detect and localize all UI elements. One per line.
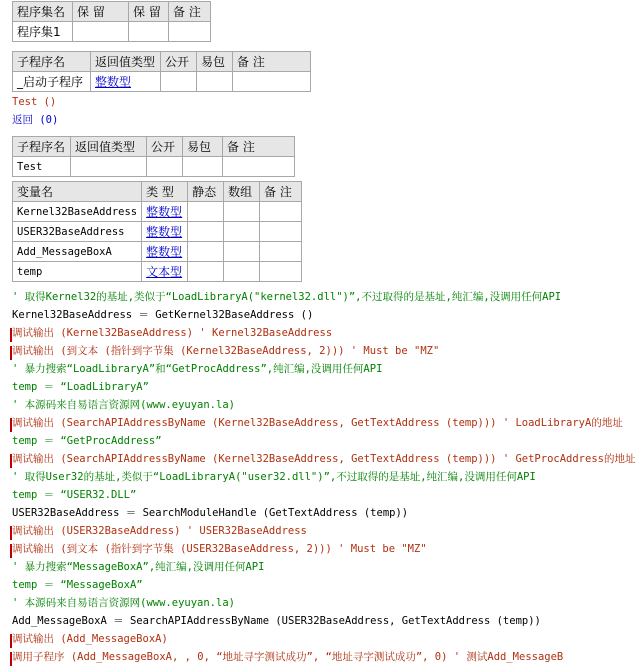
var-header-static: 静态 [188,182,224,202]
assembly-note-cell[interactable] [169,22,211,42]
var-type-cell[interactable] [142,242,188,262]
sub-header-return-type: 返回值类型 [91,52,161,72]
code-line[interactable]: 调试输出 (到文本 (指针到字节集 (Kernel32BaseAddress, 2))) ' Must be "MZ" [12,345,440,357]
comment-line[interactable]: ' 取得User32的基址,类似于“LoadLibraryA("user32.dll")”,不过取得的是基址,纯汇编,没调用任何API [12,471,536,483]
sub-header-public: 公开 [147,137,183,157]
code-line[interactable]: Kernel32BaseAddress ＝ GetKernel32BaseAddress () [12,309,314,321]
comment-line[interactable]: ' 暴力搜索“MessageBoxA”,纯汇编,没调用任何API [12,561,265,573]
assembly-table [12,1,211,42]
sub-epkg-cell[interactable] [183,157,223,177]
type-link[interactable]: 文本型 [146,265,183,279]
assembly-reserved1-cell[interactable] [73,22,129,42]
sub-header-name: 子程序名 [13,52,91,72]
code-line[interactable]: 调试输出 (Add_MessageBoxA) [12,633,168,645]
var-static-cell[interactable] [188,262,224,282]
sub-return-type-cell[interactable] [91,72,161,92]
code-line[interactable]: 调试输出 (USER32BaseAddress) ' USER32BaseAddress [12,525,307,537]
code-line[interactable]: 调用子程序 (Add_MessageBoxA, , 0, “地址寻字测试成功”, “地址寻字测试成功”, 0) ' 测试Add_MessageB [12,651,564,663]
var-header-name: 变量名 [13,182,142,202]
var-name-cell[interactable]: Add_MessageBoxA [13,242,142,262]
code-line[interactable]: 调试输出 (Kernel32BaseAddress) ' Kernel32BaseAddress [12,327,333,339]
code-line[interactable]: temp ＝ “LoadLibraryA” [12,381,149,393]
var-static-cell[interactable] [188,202,224,222]
sub-header-name: 子程序名 [13,137,71,157]
var-array-cell[interactable] [224,262,260,282]
code-line[interactable]: 返回 (0) [12,114,59,126]
code-line[interactable]: 调试输出 (SearchAPIAddressByName (Kernel32BaseAddress, GetTextAddress (temp))) ' GetProcAddress的地址 [12,453,636,465]
sub-return-type-cell[interactable] [71,157,147,177]
var-array-cell[interactable] [224,202,260,222]
var-header-type: 类 型 [142,182,188,202]
sub-name-cell[interactable]: Test [13,157,71,177]
var-name-cell[interactable]: Kernel32BaseAddress [13,202,142,222]
sub-header-public: 公开 [161,52,197,72]
var-name-cell[interactable]: USER32BaseAddress [13,222,142,242]
sub-public-cell[interactable] [161,72,197,92]
var-array-cell[interactable] [224,222,260,242]
code-line[interactable]: 调试输出 (到文本 (指针到字节集 (USER32BaseAddress, 2))) ' Must be "MZ" [12,543,427,555]
var-type-cell[interactable] [142,262,188,282]
assembly-reserved2-cell[interactable] [129,22,169,42]
comment-line[interactable]: ' 暴力搜索“LoadLibraryA”和“GetProcAddress”,纯汇编,没调用任何API [12,363,383,375]
type-link[interactable]: 整数型 [146,245,183,259]
var-note-cell[interactable] [260,202,302,222]
comment-line[interactable]: ' 取得Kernel32的基址,类似于“LoadLibraryA("kernel32.dll")”,不过取得的是基址,纯汇编,没调用任何API [12,291,562,303]
var-header-array: 数组 [224,182,260,202]
sub-note-cell[interactable] [233,72,311,92]
code-line[interactable]: temp ＝ “MessageBoxA” [12,579,143,591]
var-static-cell[interactable] [188,242,224,262]
startup-sub-table [12,51,311,92]
code-line[interactable]: USER32BaseAddress ＝ SearchModuleHandle (GetTextAddress (temp)) [12,507,409,519]
sub-epkg-cell[interactable] [197,72,233,92]
var-type-cell[interactable] [142,202,188,222]
var-array-cell[interactable] [224,242,260,262]
sub-name-cell[interactable]: _启动子程序 [13,72,91,92]
type-link[interactable]: 整数型 [95,75,132,89]
sub-header-return-type: 返回值类型 [71,137,147,157]
var-name-cell[interactable]: temp [13,262,142,282]
code-line[interactable]: temp ＝ “GetProcAddress” [12,435,162,447]
var-static-cell[interactable] [188,222,224,242]
sub-public-cell[interactable] [147,157,183,177]
var-note-cell[interactable] [260,242,302,262]
sub-header-epkg: 易包 [183,137,223,157]
type-link[interactable]: 整数型 [146,205,183,219]
var-note-cell[interactable] [260,262,302,282]
assembly-header-reserved1: 保 留 [73,2,129,22]
assembly-header-note: 备 注 [169,2,211,22]
comment-line[interactable]: ' 本源码来自易语言资源网(www.eyuyan.la) [12,399,235,411]
assembly-name-cell[interactable]: 程序集1 [13,22,73,42]
assembly-header-name: 程序集名 [13,2,73,22]
type-link[interactable]: 整数型 [146,225,183,239]
sub-header-note: 备 注 [223,137,295,157]
assembly-header-reserved2: 保 留 [129,2,169,22]
code-line[interactable]: Test () [12,96,57,108]
var-note-cell[interactable] [260,222,302,242]
local-variables-table [12,181,302,282]
test-sub-table [12,136,295,177]
code-line[interactable]: temp ＝ “USER32.DLL” [12,489,137,501]
code-line[interactable]: Add_MessageBoxA ＝ SearchAPIAddressByName (USER32BaseAddress, GetTextAddress (temp)) [12,615,541,627]
sub-header-epkg: 易包 [197,52,233,72]
var-type-cell[interactable] [142,222,188,242]
code-line[interactable]: 调试输出 (SearchAPIAddressByName (Kernel32BaseAddress, GetTextAddress (temp))) ' LoadLibraryA的地址 [12,417,623,429]
comment-line[interactable]: ' 本源码来自易语言资源网(www.eyuyan.la) [12,597,235,609]
var-header-note: 备 注 [260,182,302,202]
sub-note-cell[interactable] [223,157,295,177]
sub-header-note: 备 注 [233,52,311,72]
